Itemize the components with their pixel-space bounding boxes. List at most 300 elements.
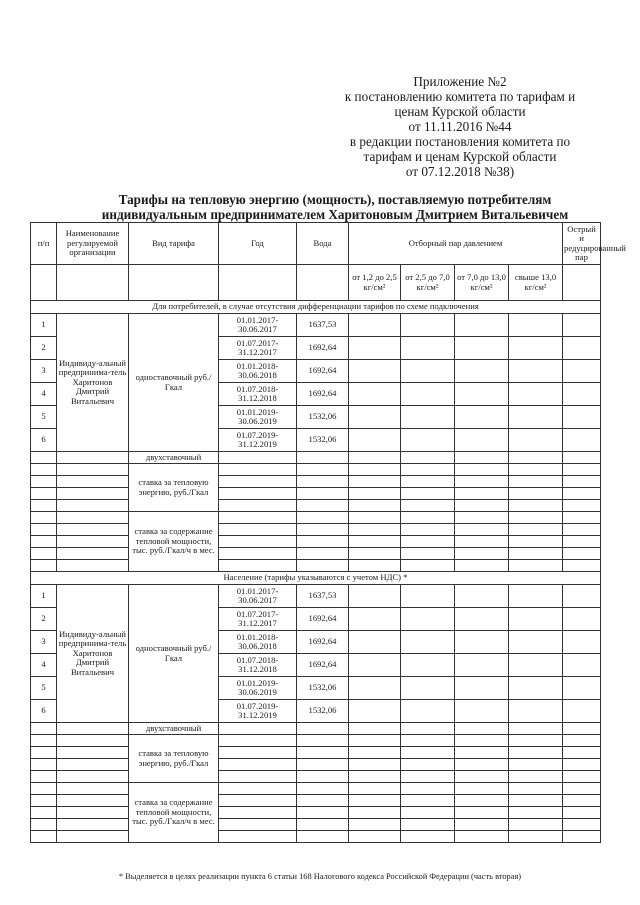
empty-cell [57,536,129,548]
empty-cell [455,337,509,360]
title-line-2: индивидуальным предпринимателем Харитоновым Дмитрием Витальевичем [101,207,569,222]
empty-cell [509,819,563,831]
empty-cell [349,831,401,843]
empty-cell [563,631,601,654]
empty-cell [297,795,349,807]
empty-cell [31,476,57,488]
row-number: 1 [31,585,57,608]
empty-cell [31,524,57,536]
tariff-water-value: 1532,06 [297,700,349,723]
empty-cell [509,429,563,452]
tariff-water-value: 1532,06 [297,406,349,429]
row-number: 5 [31,677,57,700]
empty-cell [509,759,563,771]
empty-cell [297,819,349,831]
document-title [40,192,630,222]
empty-cell [57,759,129,771]
empty-cell [219,759,297,771]
empty-cell [57,831,129,843]
empty-cell [401,512,455,524]
empty-cell [401,807,455,819]
row-number: 2 [31,337,57,360]
empty-cell [349,608,401,631]
steam-over-13: свыше 13,0 кг/см² [509,265,563,301]
empty-cell [455,700,509,723]
empty-cell [401,654,455,677]
empty-cell [31,831,57,843]
empty-cell [509,700,563,723]
empty-cell [401,795,455,807]
header-line-4: от 11.11.2016 №44 [408,119,512,134]
empty-cell [509,536,563,548]
empty-cell [455,383,509,406]
empty-cell [455,560,509,572]
empty-cell [563,723,601,735]
empty-cell [509,452,563,464]
organization-name: Индивиду-альный предпринима-тель Харитонов Дмитрий Витальевич [57,314,129,452]
empty-cell [349,735,401,747]
empty-cell [509,771,563,783]
empty-cell [455,429,509,452]
tariff-period: 01.07.2018-31.12.2018 [219,654,297,677]
empty-cell [57,476,129,488]
empty-cell [297,747,349,759]
empty-cell [57,735,129,747]
empty-cell [349,759,401,771]
empty-cell [57,524,129,536]
tariff-water-value: 1692,64 [297,360,349,383]
tariff-period: 01.07.2019-31.12.2019 [219,700,297,723]
tariff-water-value: 1532,06 [297,677,349,700]
empty-cell [297,560,349,572]
empty-cell [455,735,509,747]
empty-cell [563,406,601,429]
empty-cell [563,360,601,383]
empty-cell [563,548,601,560]
empty-cell [563,524,601,536]
empty-cell [31,548,57,560]
empty-cell [509,337,563,360]
rate-heat-energy: ставка за тепловую энергию, руб./Гкал [129,464,219,512]
tariff-water-value: 1692,64 [297,383,349,406]
empty-cell [401,631,455,654]
empty-cell [563,747,601,759]
header-line-7: от 07.12.2018 №38) [405,164,515,179]
empty-cell [57,783,129,795]
row-number: 4 [31,654,57,677]
empty-cell [563,735,601,747]
empty-cell [31,819,57,831]
empty-cell [455,795,509,807]
empty-cell [297,548,349,560]
tariff-water-value: 1692,64 [297,654,349,677]
empty-cell [455,524,509,536]
empty-cell [31,488,57,500]
empty-cell [219,464,297,476]
empty-cell [349,512,401,524]
row-number: 3 [31,631,57,654]
tariff-water-value: 1692,64 [297,337,349,360]
empty-cell [455,819,509,831]
empty-cell [401,831,455,843]
tariff-period: 01.01.2018-30.06.2018 [219,360,297,383]
empty-cell [57,560,129,572]
empty-cell [563,819,601,831]
empty-cell [509,406,563,429]
empty-cell [509,383,563,406]
row-number: 3 [31,360,57,383]
tariff-period: 01.01.2019-30.06.2019 [219,406,297,429]
empty-cell [455,476,509,488]
col-header-sharp-steam: Острый и редуцированный пар [563,223,601,265]
empty-cell [455,500,509,512]
appendix-header [300,74,620,179]
empty-cell [297,735,349,747]
empty-cell [509,314,563,337]
header-line-5: в редакции постановления комитета по [349,134,571,149]
empty-cell [31,723,57,735]
empty-cell [509,524,563,536]
empty-cell [563,783,601,795]
tariff-period: 01.01.2017-30.06.2017 [219,585,297,608]
empty-cell [297,759,349,771]
row-number: 5 [31,406,57,429]
empty-cell [349,807,401,819]
empty-cell [401,771,455,783]
tariff-period: 01.01.2019-30.06.2019 [219,677,297,700]
empty-cell [297,488,349,500]
empty-cell [349,747,401,759]
empty-cell [31,747,57,759]
empty-cell [401,735,455,747]
empty-cell [401,476,455,488]
empty-cell [563,337,601,360]
empty-cell [563,771,601,783]
empty-cell [509,464,563,476]
empty-cell [297,831,349,843]
empty-cell [349,631,401,654]
row-number: 6 [31,429,57,452]
empty-cell [349,795,401,807]
steam-1-2-to-2-5: от 1,2 до 2,5 кг/см² [349,265,401,301]
empty-cell [509,831,563,843]
empty-cell [563,677,601,700]
empty-cell [349,383,401,406]
empty-cell [563,512,601,524]
empty-cell [509,677,563,700]
empty-cell [401,723,455,735]
col-header-steam: Отборный пар давлением [349,223,563,265]
empty-cell [401,536,455,548]
empty-cell [129,265,219,301]
empty-cell [349,406,401,429]
header-line-6: тарифам и ценам Курской области [363,149,557,164]
empty-cell [57,512,129,524]
empty-cell [401,337,455,360]
empty-cell [219,819,297,831]
empty-cell [509,735,563,747]
empty-cell [401,524,455,536]
tariff-water-value: 1637,53 [297,585,349,608]
empty-cell [563,831,601,843]
empty-cell [31,512,57,524]
empty-cell [509,500,563,512]
empty-cell [401,406,455,429]
empty-cell [401,819,455,831]
empty-cell [297,807,349,819]
empty-cell [455,631,509,654]
col-header-type: Вид тарифа [129,223,219,265]
empty-cell [563,795,601,807]
empty-cell [455,314,509,337]
empty-cell [57,452,129,464]
row-number: 4 [31,383,57,406]
empty-cell [563,464,601,476]
empty-cell [57,723,129,735]
empty-cell [563,759,601,771]
header-line-3: ценам Курской области [394,104,526,119]
empty-cell [509,783,563,795]
tariff-water-value: 1532,06 [297,429,349,452]
empty-cell [455,654,509,677]
empty-cell [563,500,601,512]
empty-cell [31,735,57,747]
tariff-water-value: 1692,64 [297,631,349,654]
empty-cell [349,783,401,795]
empty-cell [401,585,455,608]
empty-cell [401,464,455,476]
empty-cell [509,608,563,631]
header-line-1: Приложение №2 [413,74,507,89]
empty-cell [57,747,129,759]
empty-cell [509,723,563,735]
empty-cell [509,585,563,608]
empty-cell [57,807,129,819]
empty-cell [31,783,57,795]
empty-cell [349,337,401,360]
empty-cell [455,723,509,735]
empty-cell [349,536,401,548]
empty-cell [455,831,509,843]
empty-cell [401,608,455,631]
empty-cell [219,795,297,807]
empty-cell [455,677,509,700]
empty-cell [563,488,601,500]
empty-cell [349,452,401,464]
empty-cell [297,524,349,536]
empty-cell [349,524,401,536]
empty-cell [349,476,401,488]
empty-cell [31,536,57,548]
tariff-type-one-part: одноставочный руб./Гкал [129,314,219,452]
empty-cell [297,536,349,548]
empty-cell [349,488,401,500]
empty-cell [563,536,601,548]
empty-cell [455,771,509,783]
empty-cell [401,783,455,795]
rate-heat-energy: ставка за тепловую энергию, руб./Гкал [129,735,219,783]
empty-cell [219,771,297,783]
empty-cell [455,488,509,500]
empty-cell [401,314,455,337]
rate-heat-capacity: ставка за содержание тепловой мощности, тыс. руб./Гкал/ч в мес. [129,512,219,572]
empty-cell [455,548,509,560]
empty-cell [31,759,57,771]
empty-cell [349,771,401,783]
empty-cell [219,452,297,464]
empty-cell [297,452,349,464]
empty-cell [455,608,509,631]
empty-cell [455,585,509,608]
tariff-type-two-part: двухставочный [129,723,219,735]
tariff-period: 01.07.2018-31.12.2018 [219,383,297,406]
empty-cell [219,476,297,488]
empty-cell [57,771,129,783]
row-number: 2 [31,608,57,631]
empty-cell [401,747,455,759]
empty-cell [57,548,129,560]
tariff-type-two-part: двухставочный [129,452,219,464]
empty-cell [297,265,349,301]
tariff-period: 01.07.2017-31.12.2017 [219,337,297,360]
col-header-year: Год [219,223,297,265]
empty-cell [349,700,401,723]
rate-heat-capacity: ставка за содержание тепловой мощности, тыс. руб./Гкал/ч в мес. [129,783,219,843]
empty-cell [219,747,297,759]
empty-cell [563,585,601,608]
empty-cell [31,771,57,783]
empty-cell [349,464,401,476]
section-title-consumers: Для потребителей, в случае отсутствия дифференциации тарифов по схеме подключения [31,301,601,314]
empty-cell [455,512,509,524]
col-header-org: Наименование регулируемой организации [57,223,129,265]
empty-cell [349,314,401,337]
empty-cell [509,807,563,819]
empty-cell [219,831,297,843]
empty-cell [509,488,563,500]
empty-cell [509,476,563,488]
empty-cell [401,759,455,771]
empty-cell [31,464,57,476]
empty-cell [297,723,349,735]
empty-cell [219,512,297,524]
empty-cell [297,464,349,476]
title-line-1: Тарифы на тепловую энергию (мощность), поставляемую потребителям [118,192,552,207]
empty-cell [31,807,57,819]
organization-name: Индивиду-альный предпринима-тель Харитонов Дмитрий Витальевич [57,585,129,723]
empty-cell [401,700,455,723]
empty-cell [297,771,349,783]
empty-cell [297,500,349,512]
empty-cell [509,360,563,383]
empty-cell [563,314,601,337]
header-line-2: к постановлению комитета по тарифам и [344,89,576,104]
empty-cell [401,548,455,560]
empty-cell [563,608,601,631]
empty-cell [349,560,401,572]
empty-cell [349,429,401,452]
empty-cell [219,488,297,500]
empty-cell [509,512,563,524]
steam-7-to-13: от 7,0 до 13,0 кг/см² [455,265,509,301]
empty-cell [31,452,57,464]
empty-cell [31,560,57,572]
empty-cell [563,807,601,819]
empty-cell [509,548,563,560]
empty-cell [297,476,349,488]
tariff-water-value: 1692,64 [297,608,349,631]
empty-cell [401,500,455,512]
empty-cell [509,631,563,654]
empty-cell [219,560,297,572]
empty-cell [401,488,455,500]
empty-cell [349,548,401,560]
empty-cell [219,500,297,512]
empty-cell [563,560,601,572]
footnote: * Выделяется в целях реализации пункта 6 статьи 168 Налогового кодекса Российской Федерации (часть вторая) [118,872,522,881]
steam-2-5-to-7: от 2,5 до 7,0 кг/см² [401,265,455,301]
row-number: 1 [31,314,57,337]
empty-cell [563,654,601,677]
empty-cell [219,783,297,795]
empty-cell [563,383,601,406]
empty-cell [455,360,509,383]
empty-cell [455,759,509,771]
tariff-water-value: 1637,53 [297,314,349,337]
empty-cell [297,783,349,795]
empty-cell [219,548,297,560]
empty-cell [455,536,509,548]
tariff-period: 01.01.2017-30.06.2017 [219,314,297,337]
empty-cell [349,677,401,700]
empty-cell [219,265,297,301]
empty-cell [219,524,297,536]
empty-cell [455,452,509,464]
empty-cell [401,452,455,464]
empty-cell [349,819,401,831]
empty-cell [563,452,601,464]
empty-cell [219,807,297,819]
tariff-period: 01.01.2018-30.06.2018 [219,631,297,654]
tariff-table [30,222,626,843]
empty-cell [219,735,297,747]
empty-cell [57,500,129,512]
col-header-num: п/п [31,223,57,265]
empty-cell [563,265,601,301]
empty-cell [219,536,297,548]
empty-cell [219,723,297,735]
empty-cell [563,429,601,452]
empty-cell [31,265,57,301]
empty-cell [509,747,563,759]
empty-cell [455,807,509,819]
empty-cell [455,783,509,795]
tariff-period: 01.07.2017-31.12.2017 [219,608,297,631]
empty-cell [509,560,563,572]
empty-cell [401,429,455,452]
tariff-type-one-part: одноставочный руб./Гкал [129,585,219,723]
empty-cell [349,723,401,735]
section-title-population: Население (тарифы указываются с учетом НДС) * [31,572,601,585]
empty-cell [401,360,455,383]
empty-cell [349,585,401,608]
empty-cell [509,654,563,677]
empty-cell [57,265,129,301]
empty-cell [401,677,455,700]
empty-cell [57,464,129,476]
empty-cell [297,512,349,524]
empty-cell [57,819,129,831]
